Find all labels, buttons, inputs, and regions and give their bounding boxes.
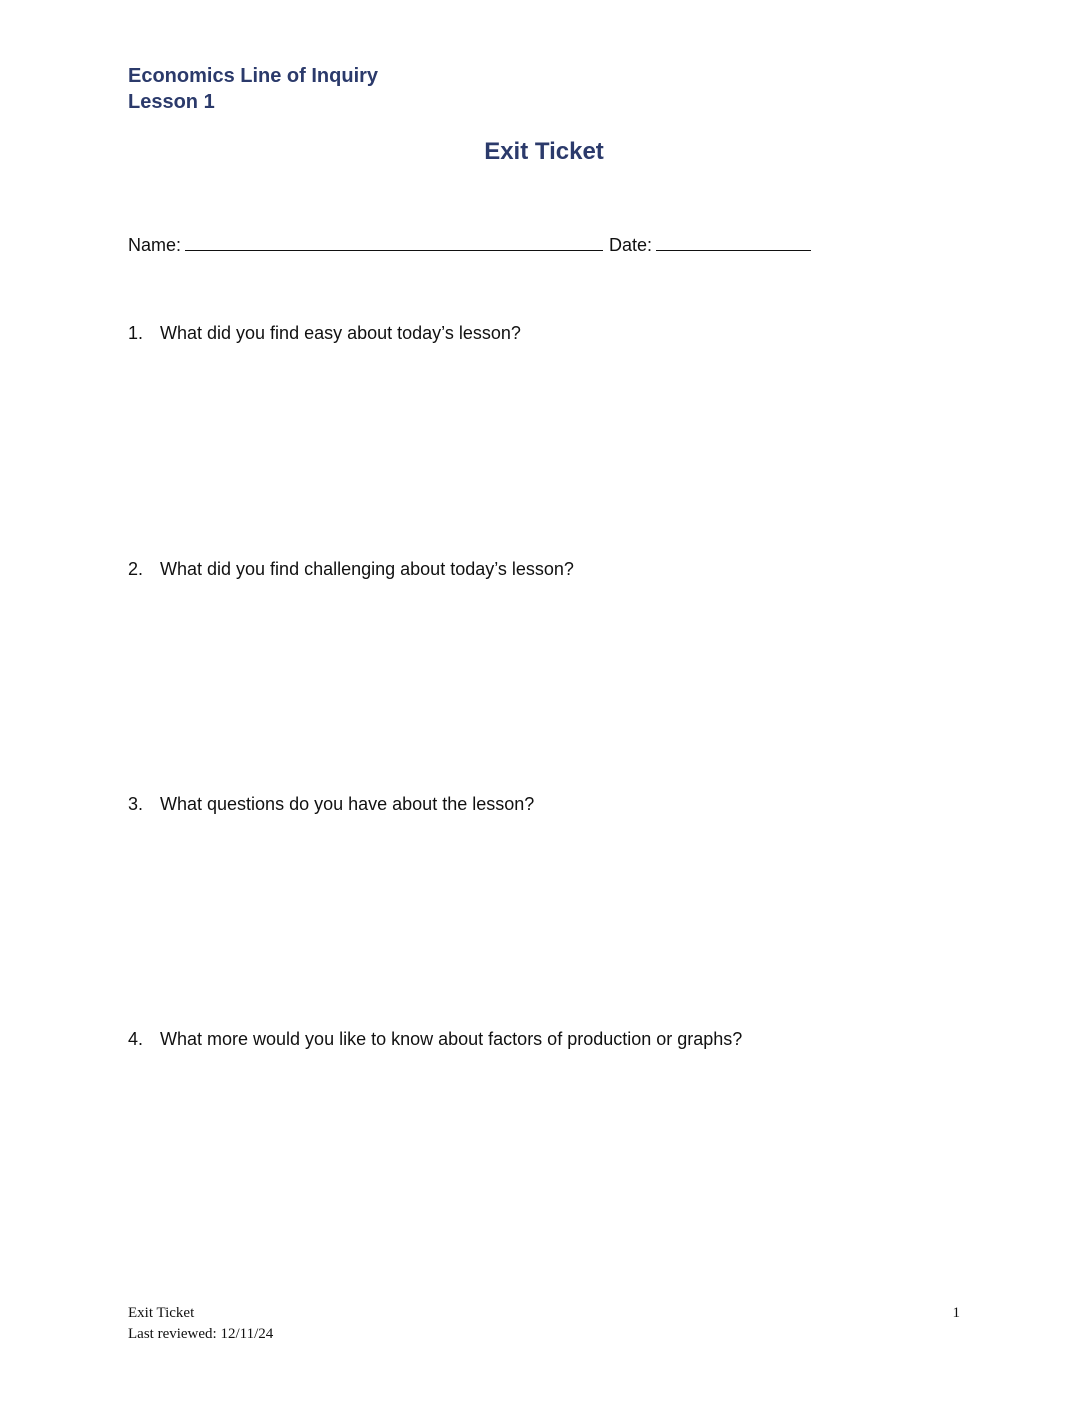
question-number: 4. [128, 1029, 144, 1049]
lesson-label: Lesson 1 [128, 91, 215, 113]
question-4 [128, 1027, 742, 1051]
name-blank-line[interactable] [185, 232, 603, 251]
page-number: 1 [952, 1305, 960, 1321]
course-title: Economics Line of Inquiry [128, 65, 379, 87]
page-title: Exit Ticket [484, 138, 604, 165]
question-1 [128, 321, 521, 345]
question-2 [128, 557, 574, 581]
question-number: 3. [128, 794, 144, 814]
question-number: 1. [128, 323, 144, 343]
question-3 [128, 792, 534, 816]
question-number: 2. [128, 559, 144, 579]
footer-doc-name: Exit Ticket [128, 1305, 195, 1321]
date-blank-line[interactable] [656, 232, 811, 251]
question-text: What did you find challenging about today’s lesson? [160, 559, 574, 579]
name-label: Name: [128, 235, 182, 255]
question-text: What questions do you have about the lesson? [160, 794, 535, 814]
question-text: What more would you like to know about factors of production or graphs? [160, 1029, 743, 1049]
date-label: Date: [609, 235, 653, 255]
name-date-row [128, 232, 817, 257]
footer-last-reviewed: Last reviewed: 12/11/24 [128, 1326, 274, 1342]
document-header [128, 63, 378, 115]
question-text: What did you find easy about today’s lesson? [160, 323, 521, 343]
footer [128, 1303, 273, 1345]
